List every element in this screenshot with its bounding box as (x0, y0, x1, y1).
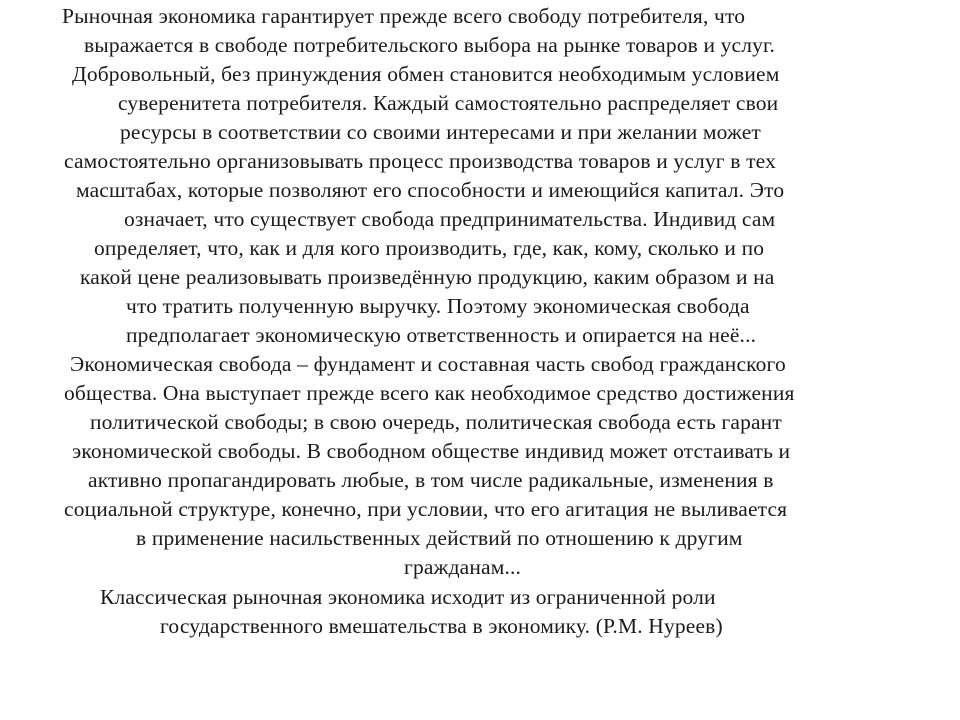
paragraph-line: экономической свободы. В свободном обществе индивид может отстаивать и (72, 439, 791, 463)
paragraph-line: что тратить полученную выручку. Поэтому экономическая свобода (126, 294, 750, 318)
paragraph-line: самостоятельно организовывать процесс производства товаров и услуг в тех (64, 149, 776, 173)
paragraph-line: гражданам... (404, 555, 522, 579)
paragraph-line: выражается в свободе потребительского выбора на рынке товаров и услуг. (84, 33, 776, 57)
paragraph-line: Классическая рыночная экономика исходит из ограниченной роли (100, 585, 716, 609)
paragraph-line: какой цене реализовывать произведённую продукцию, каким образом и на (80, 265, 775, 289)
paragraph-line: государственного вмешательства в экономику. (Р.М. Нуреев) (160, 614, 723, 638)
paragraph-line: общества. Она выступает прежде всего как необходимое средство достижения (64, 381, 795, 405)
paragraph-line: активно пропагандировать любые, в том числе радикальные, изменения в (88, 468, 774, 492)
paragraph-line: определяет, что, как и для кого производить, где, как, кому, сколько и по (94, 236, 765, 260)
paragraph-line: Экономическая свобода – фундамент и составная часть свобод гражданского (70, 352, 786, 376)
paragraph-line: суверенитета потребителя. Каждый самостоятельно распределяет свои (118, 91, 779, 115)
paragraph-line: Рыночная экономика гарантирует прежде всего свободу потребителя, что (62, 4, 746, 28)
main-paragraph (0, 2, 960, 582)
paragraph-line: масштабах, которые позволяют его способности и имеющийся капитал. Это (76, 178, 785, 202)
paragraph-line: Добровольный, без принуждения обмен становится необходимым условием (72, 62, 780, 86)
paragraph-line: предполагает экономическую ответственность и опирается на неё... (126, 323, 757, 347)
paragraph-line: в применение насильственных действий по отношению к другим (136, 526, 743, 550)
paragraph-line: социальной структуре, конечно, при условии, что его агитация не выливается (64, 497, 788, 521)
quote-paragraph (0, 583, 960, 641)
paragraph-line: ресурсы в соответствии со своими интересами и при желании может (120, 120, 761, 144)
paragraph-line: означает, что существует свобода предпринимательства. Индивид сам (124, 207, 776, 231)
paragraph-line: политической свободы; в свою очередь, политическая свобода есть гарант (90, 410, 782, 434)
